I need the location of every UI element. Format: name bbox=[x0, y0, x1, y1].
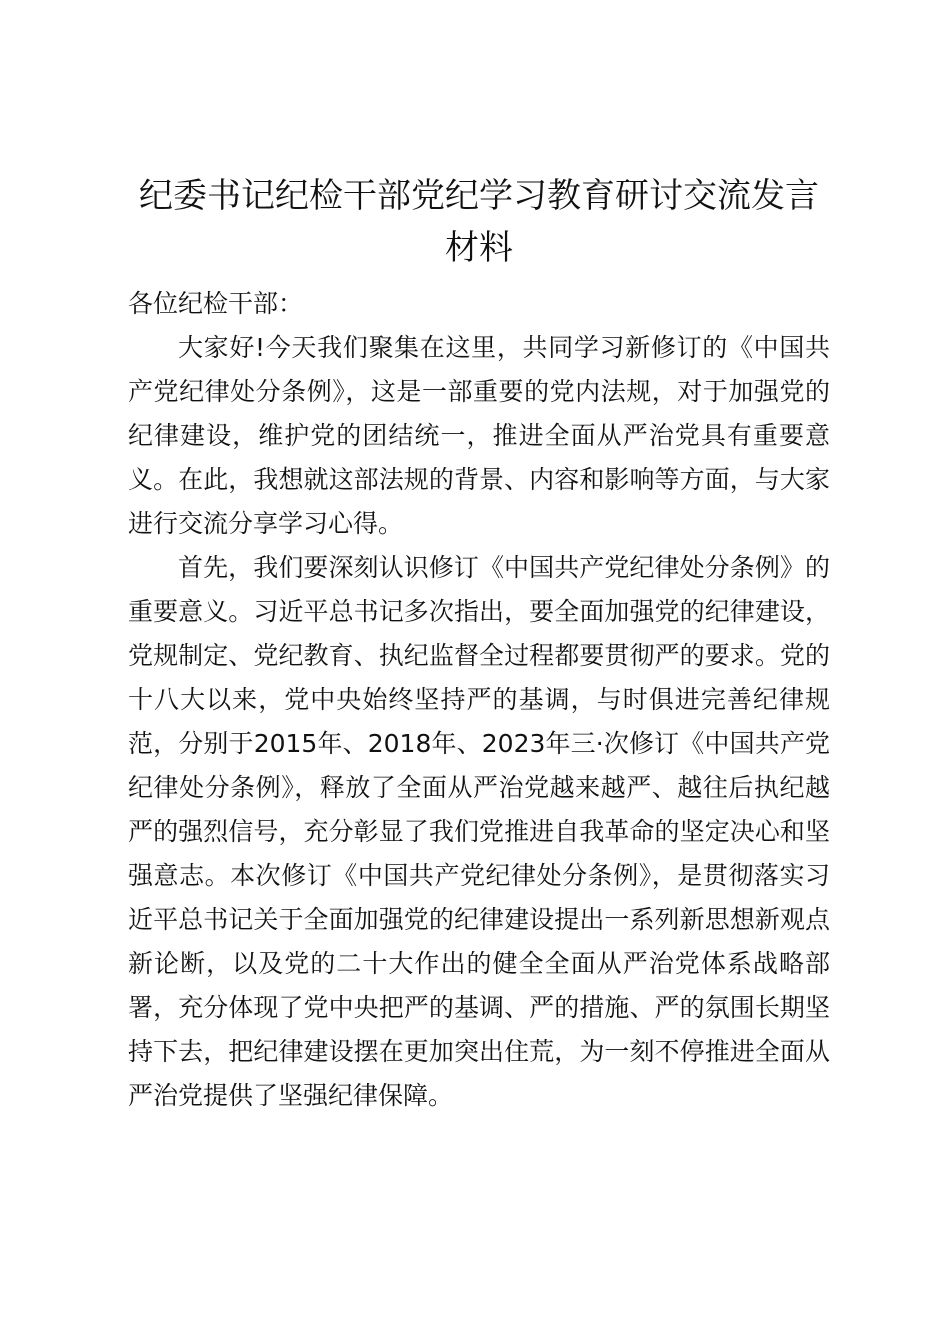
paragraph-2: 首先，我们要深刻认识修订《中国共产党纪律处分条例》的重要意义。习近平总书记多次指出，要全面加强党的纪律建设，党规制定、党纪教育、执纪监督全过程都要贯彻严的要求。党的十八大以来，党中央始终坚持严的基调，与时俱进完善纪律规范，分别于2015年、2018年、2023年三·次修订《中国共产党纪律处分条例》，释放了全面从严治党越来越严、越往后执纪越严的强烈信号，充分彰显了我们党推进自我革命的坚定决心和坚强意志。本次修订《中国共产党纪律处分条例》，是贯彻落实习近平总书记关于全面加强党的纪律建设提出一系列新思想新观点新论断，以及党的二十大作出的健全全面从严治党体系战略部署，充分体现了党中央把严的基调、严的措施、严的氛围长期坚持下去，把纪律建设摆在更加突出住荒，为一刻不停推进全面从严治党提供了坚强纪律保障。 bbox=[128, 553, 830, 1110]
document-body bbox=[128, 170, 830, 1118]
salutation: 各位纪检干部： bbox=[128, 289, 304, 318]
document-title bbox=[128, 170, 830, 274]
paragraph-1: 大家好!今天我们聚集在这里，共同学习新修订的《中国共产党纪律处分条例》，这是一部重要的党内法规，对于加强党的纪律建设，维护党的团结统一，推进全面从严治党具有重要意义。在此，我想就这部法规的背景、内容和影响等方面，与大家进行交流分享学习心得。 bbox=[128, 333, 830, 538]
title-line-1: 纪委书记纪检干部党纪学习教育研讨交流发言 bbox=[139, 176, 819, 216]
title-line-2: 材料 bbox=[445, 228, 513, 268]
